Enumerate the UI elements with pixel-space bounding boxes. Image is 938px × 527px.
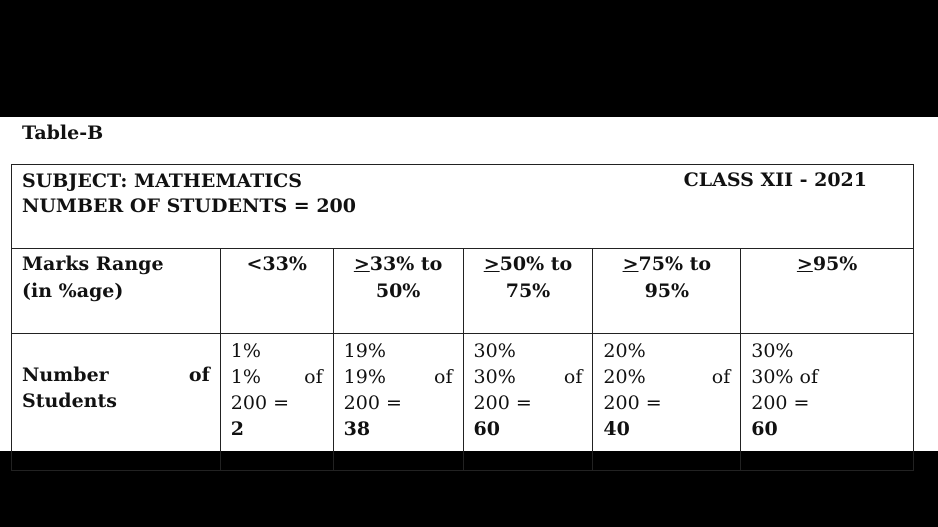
table-header-cell: [12, 165, 914, 249]
count-result: 60: [751, 418, 778, 440]
count-cell: 30% 30% of 200 = 60: [463, 334, 593, 471]
marks-range-row: [12, 249, 914, 334]
count-result: 60: [473, 418, 500, 440]
range-header: <33%: [220, 249, 333, 334]
students-total-label: NUMBER OF STUDENTS = 200: [22, 195, 356, 217]
count-result: 2: [230, 418, 245, 440]
student-count-row: [12, 334, 914, 471]
count-result: 38: [343, 418, 371, 440]
range-header: >75% to 95%: [593, 249, 741, 334]
table-header-row: [12, 165, 914, 249]
class-label: CLASS XII - 2021: [683, 169, 867, 191]
count-cell: 30% 30% of 200 = 60: [741, 334, 914, 471]
subject-label: SUBJECT: MATHEMATICS: [22, 170, 302, 192]
student-count-label: Number of Students: [12, 334, 221, 471]
count-cell: 1% 1% of 200 = 2: [220, 334, 333, 471]
count-cell: 19% 19% of 200 = 38: [333, 334, 463, 471]
marks-range-label: Marks Range (in %age): [12, 249, 221, 334]
table-caption: Table-B: [22, 122, 104, 144]
range-header: >33% to 50%: [333, 249, 463, 334]
count-cell: 20% 20% of 200 = 40: [593, 334, 741, 471]
marks-table: [11, 164, 914, 471]
count-result: 40: [603, 418, 630, 440]
range-header: >95%: [741, 249, 914, 334]
range-header: >50% to 75%: [463, 249, 593, 334]
